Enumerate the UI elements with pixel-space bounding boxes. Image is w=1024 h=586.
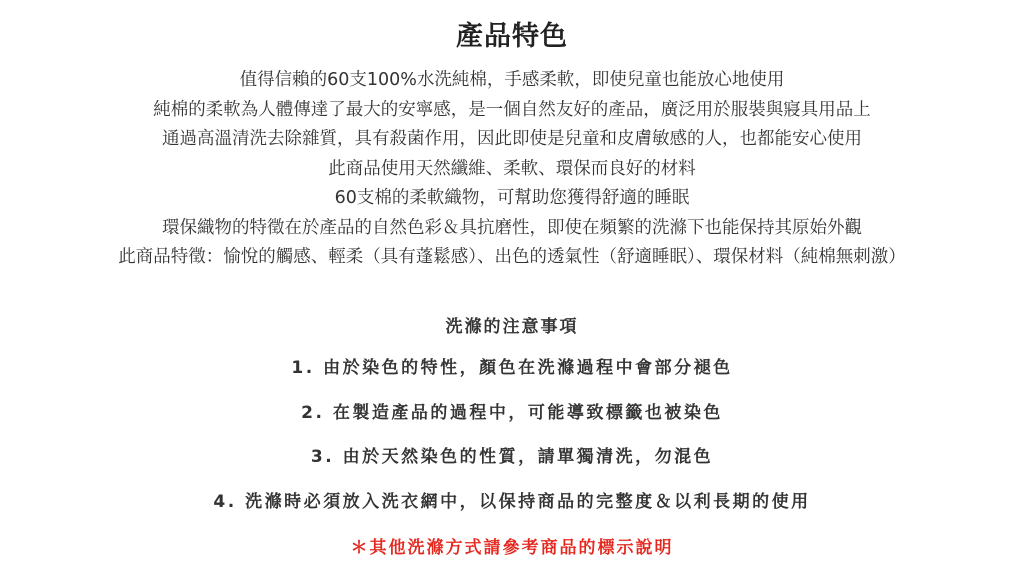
feature-line: 60支棉的柔軟織物，可幫助您獲得舒適的睡眠 (334, 188, 690, 208)
care-heading: 洗滌的注意事項 (445, 317, 579, 337)
feature-list (0, 66, 1024, 273)
page-title: 產品特色 (456, 21, 568, 52)
feature-line: 此商品使用天然纖維、柔軟、環保而良好的材料 (328, 158, 696, 179)
feature-line: 值得信賴的60支100%水洗純棉，手感柔軟，即使兒童也能放心地使用 (239, 70, 785, 90)
care-instruction: 3. 由於天然染色的性質，請單獨清洗，勿混色 (310, 447, 714, 468)
care-instruction: 1. 由於染色的特性，顏色在洗滌過程中會部分褪色 (291, 358, 733, 378)
care-note: ＊其他洗滌方式請參考商品的標示說明 (350, 538, 674, 558)
care-instruction: 2. 在製造產品的過程中，可能導致標籤也被染色 (301, 402, 723, 423)
care-instruction-list (0, 352, 1024, 531)
feature-line: 此商品特徵：愉悅的觸感、輕柔（具有蓬鬆感）、出色的透氣性（舒適睡眠）、環保材料（純棉無刺激） (118, 247, 906, 267)
feature-line: 環保織物的特徵在於產品的自然色彩＆具抗磨性，即使在頻繁的洗滌下也能保持其原始外觀 (162, 217, 862, 238)
feature-line: 純棉的柔軟為人體傳達了最大的安寧感，是一個自然友好的產品，廣泛用於服裝與寢具用品上 (153, 99, 871, 120)
feature-line: 通過高溫清洗去除雜質，具有殺菌作用，因此即使是兒童和皮膚敏感的人，也都能安心使用 (162, 129, 862, 149)
care-instruction: 4. 洗滌時必須放入洗衣網中，以保持商品的完整度＆以利長期的使用 (213, 492, 811, 513)
